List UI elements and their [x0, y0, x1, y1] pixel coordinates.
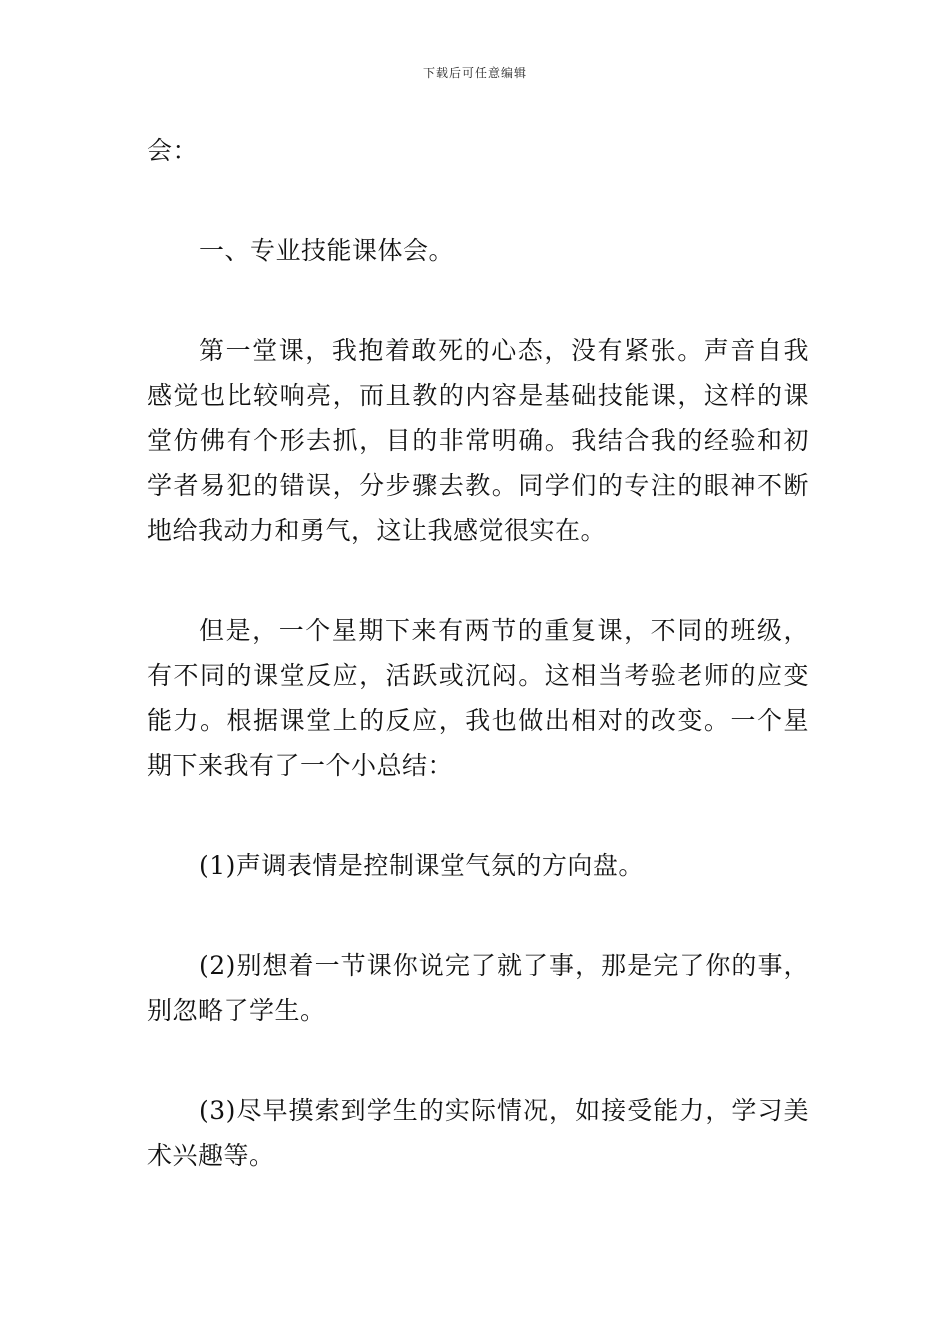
- section-heading: 一、专业技能课体会。: [199, 236, 455, 265]
- document-body: [147, 128, 809, 1178]
- page-header-note: 下载后可任意编辑: [422, 66, 527, 80]
- list-item: (1)声调表情是控制课堂气氛的方向盘。: [199, 851, 644, 880]
- list-item: (2)别想着一节课你说完了就了事，那是完了你的事，别忽略了学生。: [147, 951, 809, 1025]
- paragraph: 第一堂课，我抱着敢死的心态，没有紧张。声音自我感觉也比较响亮，而且教的内容是基础技能课，这样的课堂仿佛有个形去抓，目的非常明确。我结合我的经验和初学者易犯的错误，分步骤去教。同学们的专注的眼神不断地给我动力和勇气，这让我感觉很实在。: [147, 336, 809, 545]
- paragraph: 但是，一个星期下来有两节的重复课，不同的班级，有不同的课堂反应，活跃或沉闷。这相当考验老师的应变能力。根据课堂上的反应，我也做出相对的改变。一个星期下来我有了一个小总结：: [147, 616, 809, 780]
- list-item: (3)尽早摸索到学生的实际情况，如接受能力，学习美术兴趣等。: [147, 1096, 809, 1170]
- paragraph-continuation: 会：: [147, 136, 199, 165]
